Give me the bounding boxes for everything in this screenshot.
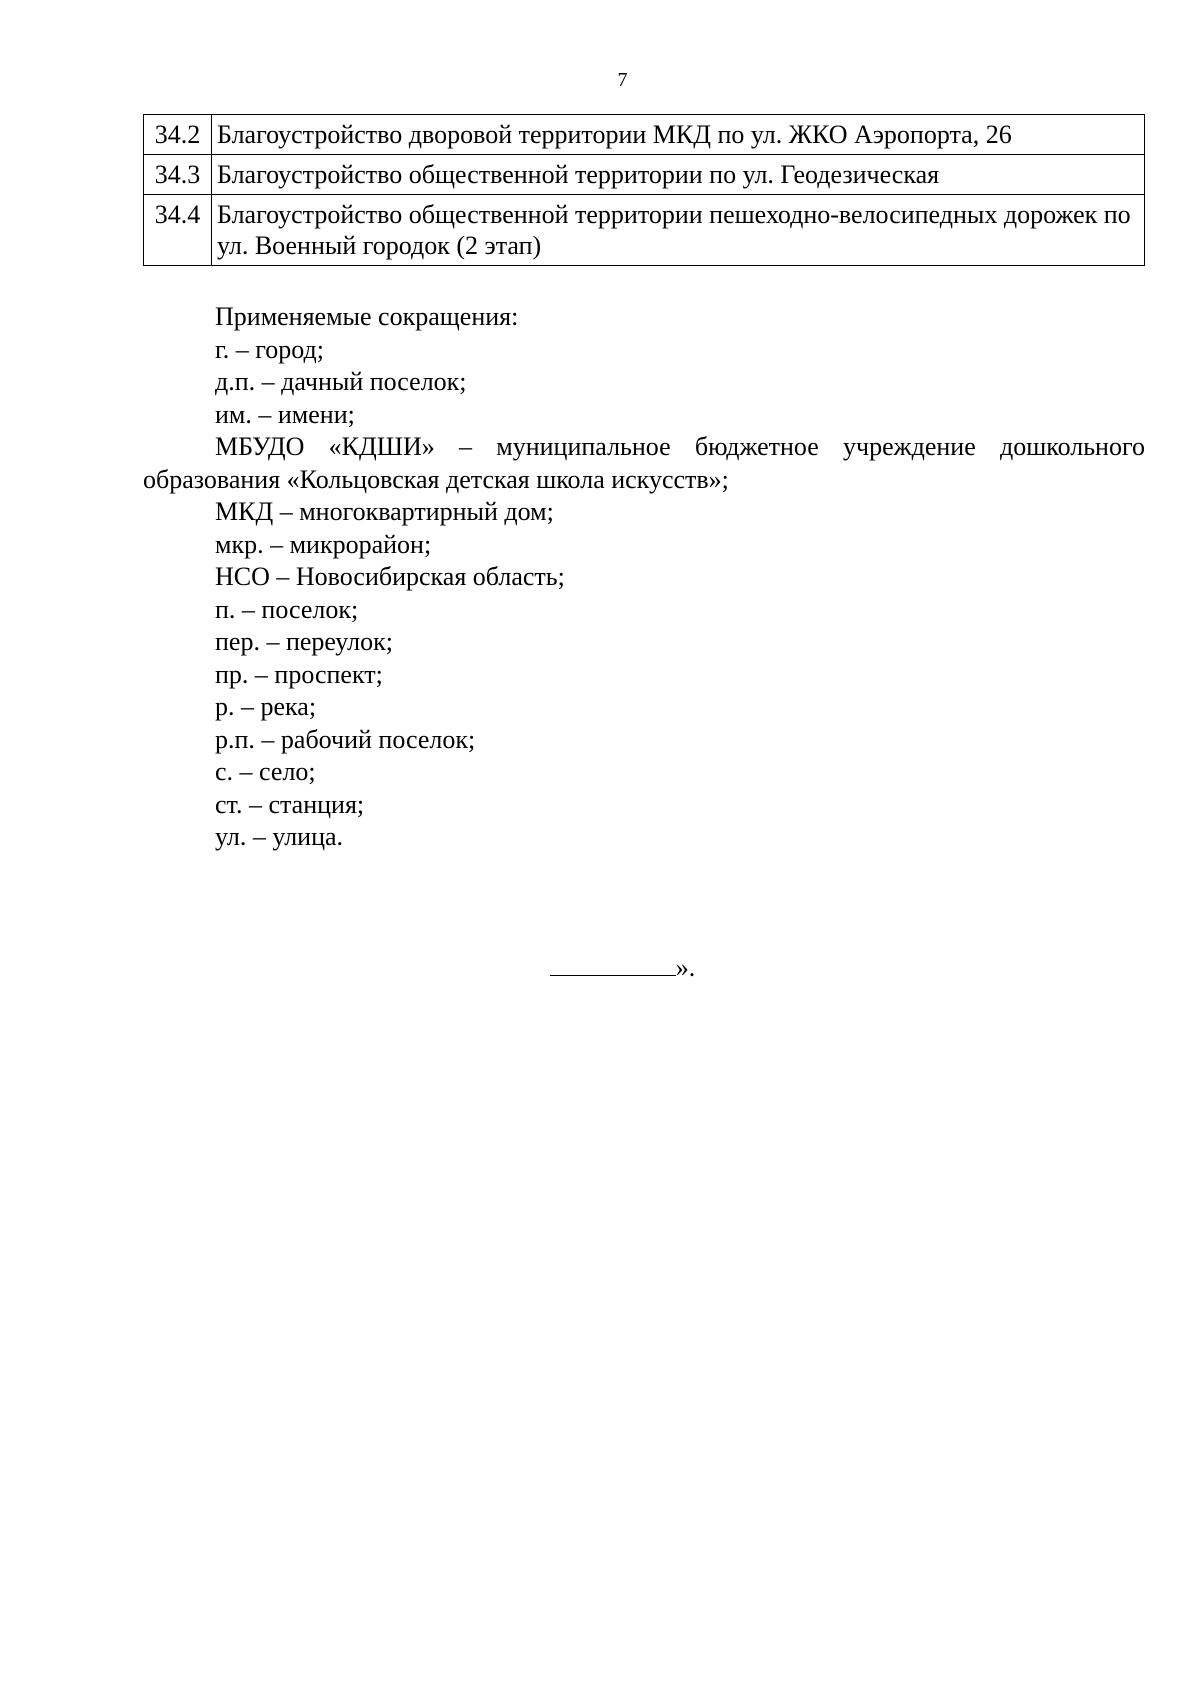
abbreviation-item: р. – река; — [215, 692, 317, 721]
row-text: Благоустройство общественной территории пешеходно-велосипедных дорожек по ул. Военный городок (2 этап) — [212, 195, 1145, 266]
abbreviation-item: ул. – улица. — [215, 822, 344, 851]
abbreviation-item: ст. – станция; — [215, 789, 365, 819]
abbreviation-item: им. – имени; — [215, 399, 355, 429]
row-text: Благоустройство дворовой территории МКД по ул. ЖКО Аэропорта, 26 — [212, 115, 1145, 155]
abbreviation-item: МБУДО «КДШИ» – муниципальное бюджетное учреждение дошкольного образования «Кольцовская детская школа искусств»; — [143, 432, 1145, 494]
closing-line — [0, 951, 1200, 984]
abbreviation-item: пр. – проспект; — [215, 659, 383, 689]
table-row — [144, 115, 1145, 155]
abbreviation-item: пер. – переулок; — [215, 627, 393, 656]
table-row — [144, 195, 1145, 266]
abbreviations-heading: Применяемые сокращения: — [215, 302, 519, 331]
abbreviation-item: р.п. – рабочий поселок; — [215, 724, 476, 754]
abbreviation-item: п. – поселок; — [215, 594, 359, 624]
abbreviation-item: с. – село; — [215, 757, 316, 786]
abbreviation-item: НСО – Новосибирская область; — [215, 562, 565, 591]
table-row — [144, 155, 1145, 195]
row-number: 34.3 — [144, 155, 212, 195]
abbreviation-item: МКД – многоквартирный дом; — [215, 497, 554, 526]
abbreviation-item: г. – город; — [215, 334, 324, 364]
row-text: Благоустройство общественной территории по ул. Геодезическая — [212, 155, 1145, 195]
row-number: 34.2 — [144, 115, 212, 155]
row-number: 34.4 — [144, 195, 212, 266]
closing-quote: ». — [675, 953, 696, 982]
items-table — [143, 114, 1145, 266]
abbreviation-item: д.п. – дачный поселок; — [215, 367, 467, 396]
abbreviations-section — [143, 301, 1145, 854]
blank-underline — [550, 951, 676, 976]
abbreviation-item: мкр. – микрорайон; — [215, 529, 432, 559]
page-number: 7 — [617, 69, 628, 91]
